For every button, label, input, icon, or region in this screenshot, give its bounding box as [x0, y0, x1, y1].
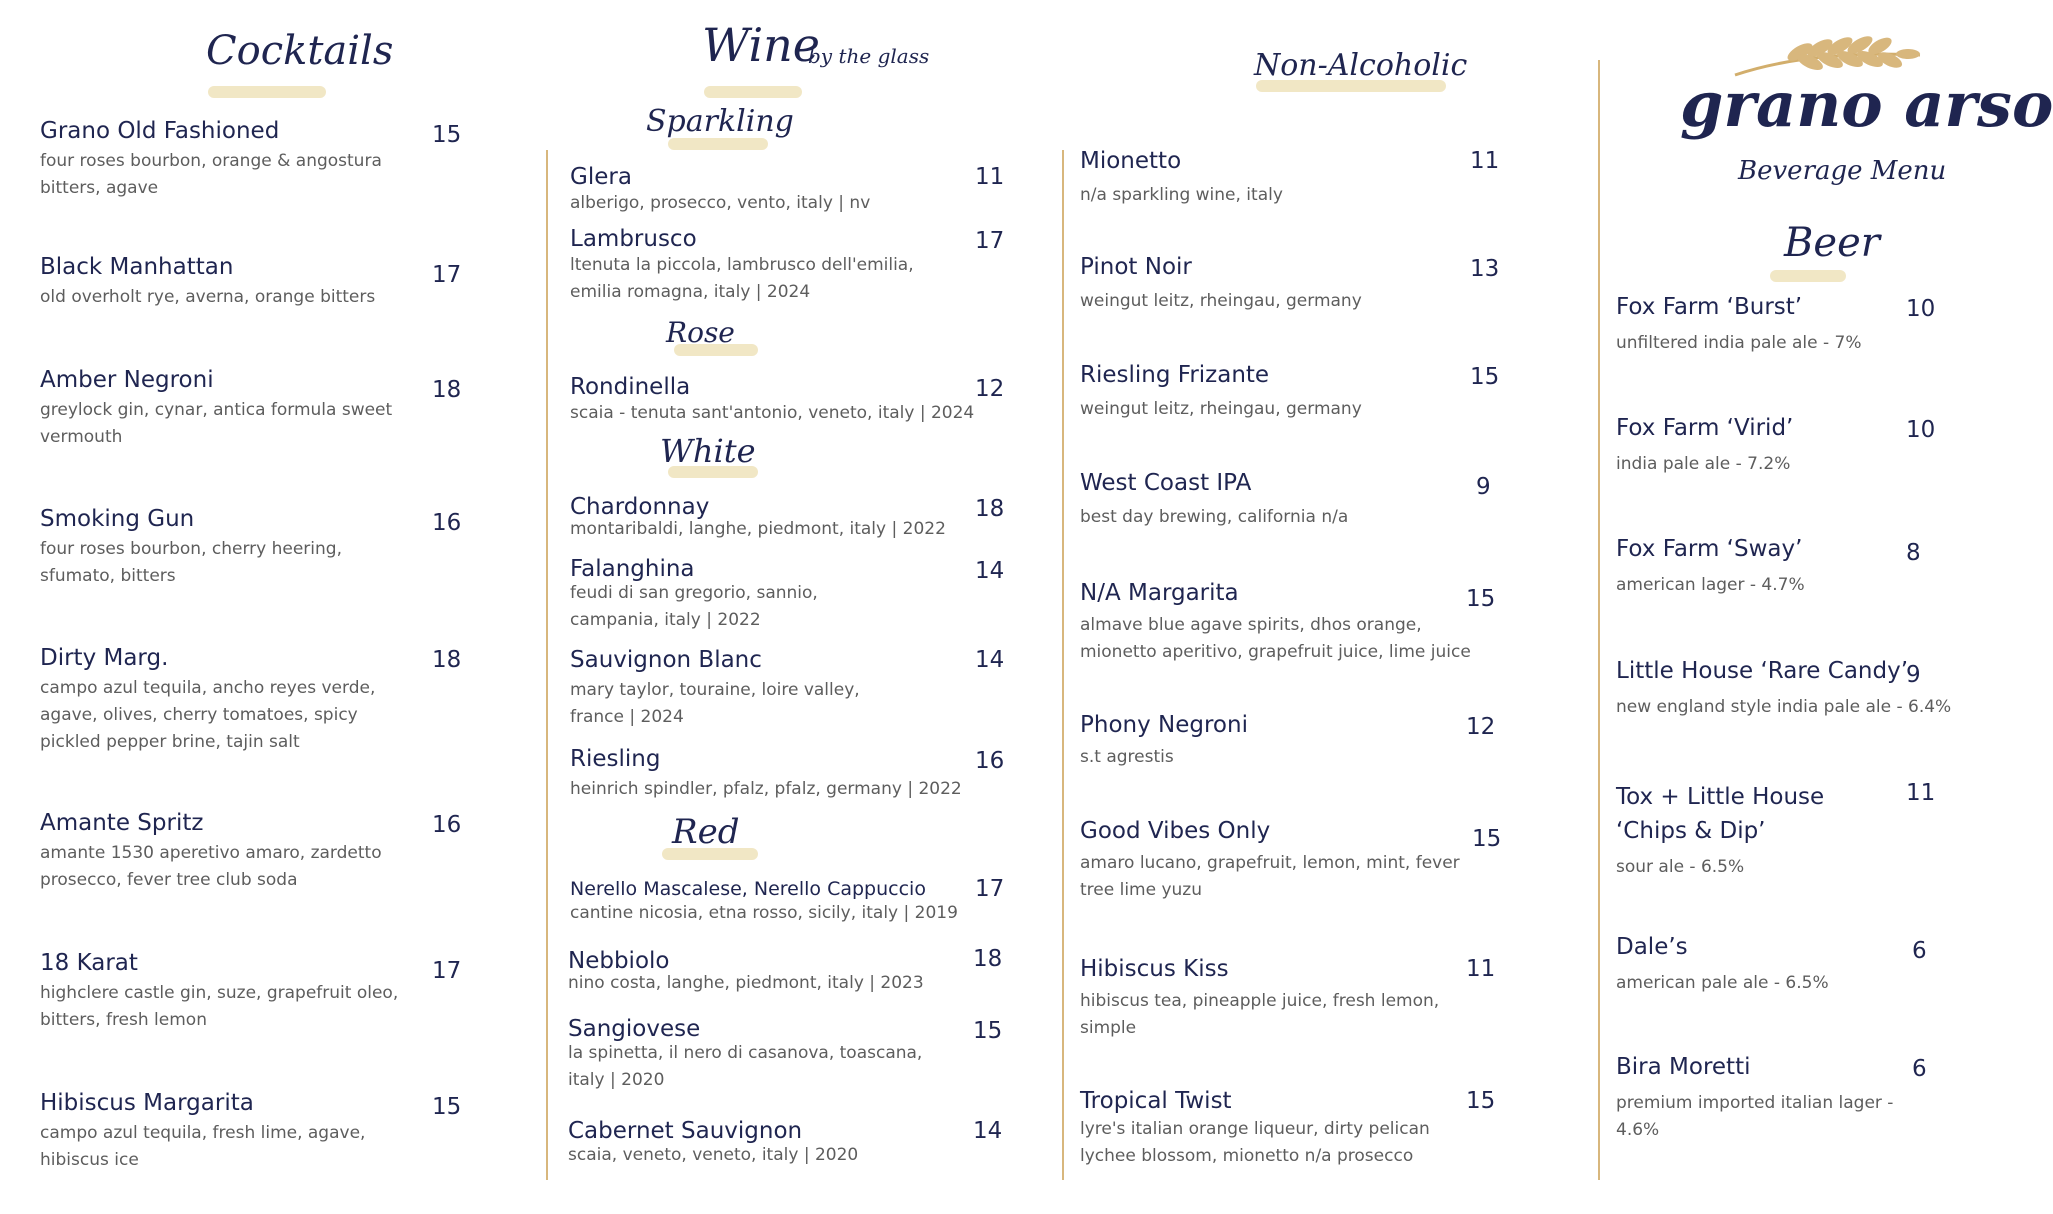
item-price: 12	[975, 376, 1005, 402]
item-price: 6	[1912, 938, 1927, 964]
item-description: new england style india pale ale - 6.4%	[1616, 697, 1952, 717]
item-name: Sangiovese	[568, 1016, 701, 1042]
item-name: Black Manhattan	[40, 254, 234, 280]
item-price: 14	[975, 558, 1005, 584]
item-description: mary taylor, touraine, loire valley, france | 2024	[570, 680, 860, 727]
column-divider	[1598, 60, 1600, 1180]
item-price: 11	[1906, 780, 1936, 806]
item-name: Nebbiolo	[568, 948, 670, 974]
menu-item	[570, 226, 1010, 306]
item-description: best day brewing, california n/a	[1080, 507, 1349, 527]
column-divider	[1062, 150, 1064, 1180]
item-name: Sauvignon Blanc	[570, 647, 762, 673]
item-price: 17	[432, 958, 462, 984]
item-name: Pinot Noir	[1080, 254, 1192, 280]
item-price: 10	[1906, 417, 1936, 443]
item-price: 17	[432, 262, 462, 288]
item-price: 10	[1906, 296, 1936, 322]
item-price: 18	[432, 377, 462, 403]
item-description: lyre's italian orange liqueur, dirty pelican lychee blossom, mionetto n/a prosecco	[1080, 1119, 1430, 1166]
item-price: 15	[973, 1018, 1003, 1044]
item-price: 15	[1466, 1088, 1496, 1114]
item-name: Dale’s	[1616, 934, 1688, 960]
item-name: Phony Negroni	[1080, 712, 1248, 738]
item-price: 16	[975, 748, 1005, 774]
item-price: 8	[1906, 540, 1921, 566]
item-name: Fox Farm ‘Burst’	[1616, 294, 1803, 320]
menu-item	[570, 374, 1010, 427]
item-name: Amber Negroni	[40, 367, 214, 393]
menu-item	[570, 164, 1010, 217]
item-description: four roses bourbon, cherry heering, sfumato, bitters	[40, 539, 342, 586]
item-description: american lager - 4.7%	[1616, 575, 1805, 595]
menu-item	[1616, 536, 1976, 599]
item-name: Hibiscus Margarita	[40, 1090, 254, 1116]
item-price: 9	[1906, 662, 1921, 688]
column-divider	[546, 150, 548, 1180]
menu-item	[1080, 470, 1510, 531]
item-price: 15	[1466, 586, 1496, 612]
item-description: india pale ale - 7.2%	[1616, 454, 1791, 474]
item-description: la spinetta, il nero di casanova, toascana, italy | 2020	[568, 1043, 923, 1090]
menu-item	[40, 367, 462, 451]
menu-item	[1080, 580, 1510, 666]
item-name: Tox + Little House ‘Chips & Dip’	[1616, 784, 1825, 844]
item-name: Fox Farm ‘Sway’	[1616, 536, 1803, 562]
menu-item	[1616, 415, 1976, 478]
item-description: american pale ale - 6.5%	[1616, 973, 1829, 993]
item-description: highclere castle gin, suze, grapefruit oleo, bitters, fresh lemon	[40, 983, 399, 1030]
item-name: Lambrusco	[570, 226, 697, 252]
item-description: weingut leitz, rheingau, germany	[1080, 399, 1362, 419]
rose-heading: Rose	[666, 316, 735, 349]
item-description: amaro lucano, grapefruit, lemon, mint, fever tree lime yuzu	[1080, 853, 1460, 900]
item-description: sour ale - 6.5%	[1616, 857, 1745, 877]
cocktails-heading-underline	[208, 86, 326, 98]
menu-item	[570, 746, 1010, 803]
menu-item	[1616, 934, 1976, 997]
item-name: Smoking Gun	[40, 506, 195, 532]
item-description: old overholt rye, averna, orange bitters	[40, 287, 376, 307]
menu-item	[40, 810, 462, 894]
item-name: Fox Farm ‘Virid’	[1616, 415, 1794, 441]
item-name: Cabernet Sauvignon	[568, 1118, 803, 1144]
item-price: 18	[975, 496, 1005, 522]
menu-item	[568, 1118, 1008, 1169]
menu-item	[1080, 362, 1510, 423]
sparkling-heading: Sparkling	[646, 104, 794, 139]
item-price: 18	[973, 946, 1003, 972]
menu-item	[568, 948, 1008, 997]
item-description: scaia - tenuta sant'antonio, veneto, italy | 2024	[570, 403, 975, 423]
item-name: Hibiscus Kiss	[1080, 956, 1229, 982]
menu-item	[40, 506, 462, 590]
brand-logo	[1660, 20, 2053, 200]
menu-item	[40, 1090, 462, 1174]
brand-tagline: Beverage Menu	[1738, 156, 1947, 186]
cocktails-heading: Cocktails	[206, 28, 394, 74]
item-price: 11	[975, 164, 1005, 190]
beer-heading-underline	[1770, 270, 1846, 282]
item-description: almave blue agave spirits, dhos orange, mionetto aperitivo, grapefruit juice, lime juice	[1080, 615, 1471, 662]
menu-item	[570, 878, 1010, 927]
item-price: 17	[975, 228, 1005, 254]
item-price: 14	[973, 1118, 1003, 1144]
item-description: ltenuta la piccola, lambrusco dell'emilia, emilia romagna, italy | 2024	[570, 255, 914, 302]
item-description: weingut leitz, rheingau, germany	[1080, 291, 1362, 311]
wine-subheading: by the glass	[808, 44, 930, 68]
menu-item	[1616, 1054, 1976, 1144]
menu-item	[1616, 780, 1976, 881]
menu-item	[1080, 1088, 1510, 1170]
item-description: cantine nicosia, etna rosso, sicily, italy | 2019	[570, 903, 958, 923]
item-name: Glera	[570, 164, 632, 190]
red-heading: Red	[672, 812, 740, 852]
item-description: hibiscus tea, pineapple juice, fresh lemon, simple	[1080, 991, 1440, 1038]
beer-heading: Beer	[1784, 220, 1880, 266]
white-heading: White	[660, 432, 756, 470]
item-description: feudi di san gregorio, sannio, campania, italy | 2022	[570, 583, 818, 630]
item-description: nino costa, langhe, piedmont, italy | 2023	[568, 973, 924, 993]
item-name: Falanghina	[570, 556, 695, 582]
item-name: Nerello Mascalese, Nerello Cappuccio	[570, 878, 926, 900]
item-name: Grano Old Fashioned	[40, 118, 280, 144]
item-name: Mionetto	[1080, 148, 1182, 174]
sparkling-heading-underline	[668, 138, 768, 150]
item-price: 15	[1472, 826, 1502, 852]
menu-item	[1080, 254, 1510, 315]
wine-heading: Wine	[702, 18, 821, 72]
menu-item	[1080, 148, 1510, 209]
item-name: N/A Margarita	[1080, 580, 1239, 606]
menu-item	[1616, 658, 1986, 721]
wine-heading-underline	[704, 86, 802, 98]
item-price: 6	[1912, 1056, 1927, 1082]
item-name: Rondinella	[570, 374, 691, 400]
menu-item	[40, 950, 462, 1034]
non-alcoholic-heading: Non-Alcoholic	[1254, 48, 1468, 83]
item-price: 17	[975, 876, 1005, 902]
item-price: 9	[1476, 474, 1491, 500]
item-price: 15	[432, 1094, 462, 1120]
item-name: West Coast IPA	[1080, 470, 1252, 496]
item-price: 12	[1466, 714, 1496, 740]
item-name: Tropical Twist	[1080, 1088, 1232, 1114]
item-price: 15	[1470, 364, 1500, 390]
item-description: s.t agrestis	[1080, 747, 1174, 767]
item-description: montaribaldi, langhe, piedmont, italy | 2022	[570, 519, 946, 539]
item-name: Dirty Marg.	[40, 645, 169, 671]
menu-item	[40, 645, 462, 756]
item-description: premium imported italian lager - 4.6%	[1616, 1093, 1894, 1140]
menu-item	[40, 254, 462, 311]
item-name: Little House ‘Rare Candy’	[1616, 658, 1909, 684]
item-description: greylock gin, cynar, antica formula sweet vermouth	[40, 400, 393, 447]
menu-item	[568, 1016, 1008, 1094]
item-name: Bira Moretti	[1616, 1054, 1751, 1080]
item-name: Riesling	[570, 746, 661, 772]
item-price: 18	[432, 647, 462, 673]
menu-item	[1616, 294, 1976, 357]
item-description: four roses bourbon, orange & angostura bitters, agave	[40, 151, 382, 198]
item-description: heinrich spindler, pfalz, pfalz, germany | 2022	[570, 779, 962, 799]
menu-item	[40, 118, 462, 202]
brand-name: grano arso	[1680, 68, 2053, 141]
item-price: 11	[1470, 148, 1500, 174]
item-name: Riesling Frizante	[1080, 362, 1270, 388]
item-name: Amante Spritz	[40, 810, 204, 836]
menu-item	[570, 494, 1010, 543]
item-description: campo azul tequila, ancho reyes verde, agave, olives, cherry tomatoes, spicy pickled pepper brine, tajin salt	[40, 678, 376, 752]
menu-item	[570, 647, 1010, 731]
menu-item	[570, 556, 1010, 634]
item-description: scaia, veneto, veneto, italy | 2020	[568, 1145, 859, 1165]
item-description: campo azul tequila, fresh lime, agave, hibiscus ice	[40, 1123, 366, 1170]
item-price: 15	[432, 122, 462, 148]
item-description: amante 1530 aperetivo amaro, zardetto prosecco, fever tree club soda	[40, 843, 382, 890]
item-description: unfiltered india pale ale - 7%	[1616, 333, 1862, 353]
item-price: 16	[432, 812, 462, 838]
item-name: Chardonnay	[570, 494, 710, 520]
item-price: 13	[1470, 256, 1500, 282]
item-name: Good Vibes Only	[1080, 818, 1271, 844]
menu-item	[1080, 712, 1510, 771]
item-price: 11	[1466, 956, 1496, 982]
item-description: n/a sparkling wine, italy	[1080, 185, 1283, 205]
menu-item	[1080, 956, 1510, 1042]
item-name: 18 Karat	[40, 950, 138, 976]
item-price: 16	[432, 510, 462, 536]
item-description: alberigo, prosecco, vento, italy | nv	[570, 193, 871, 213]
menu-item	[1080, 818, 1510, 904]
item-price: 14	[975, 647, 1005, 673]
